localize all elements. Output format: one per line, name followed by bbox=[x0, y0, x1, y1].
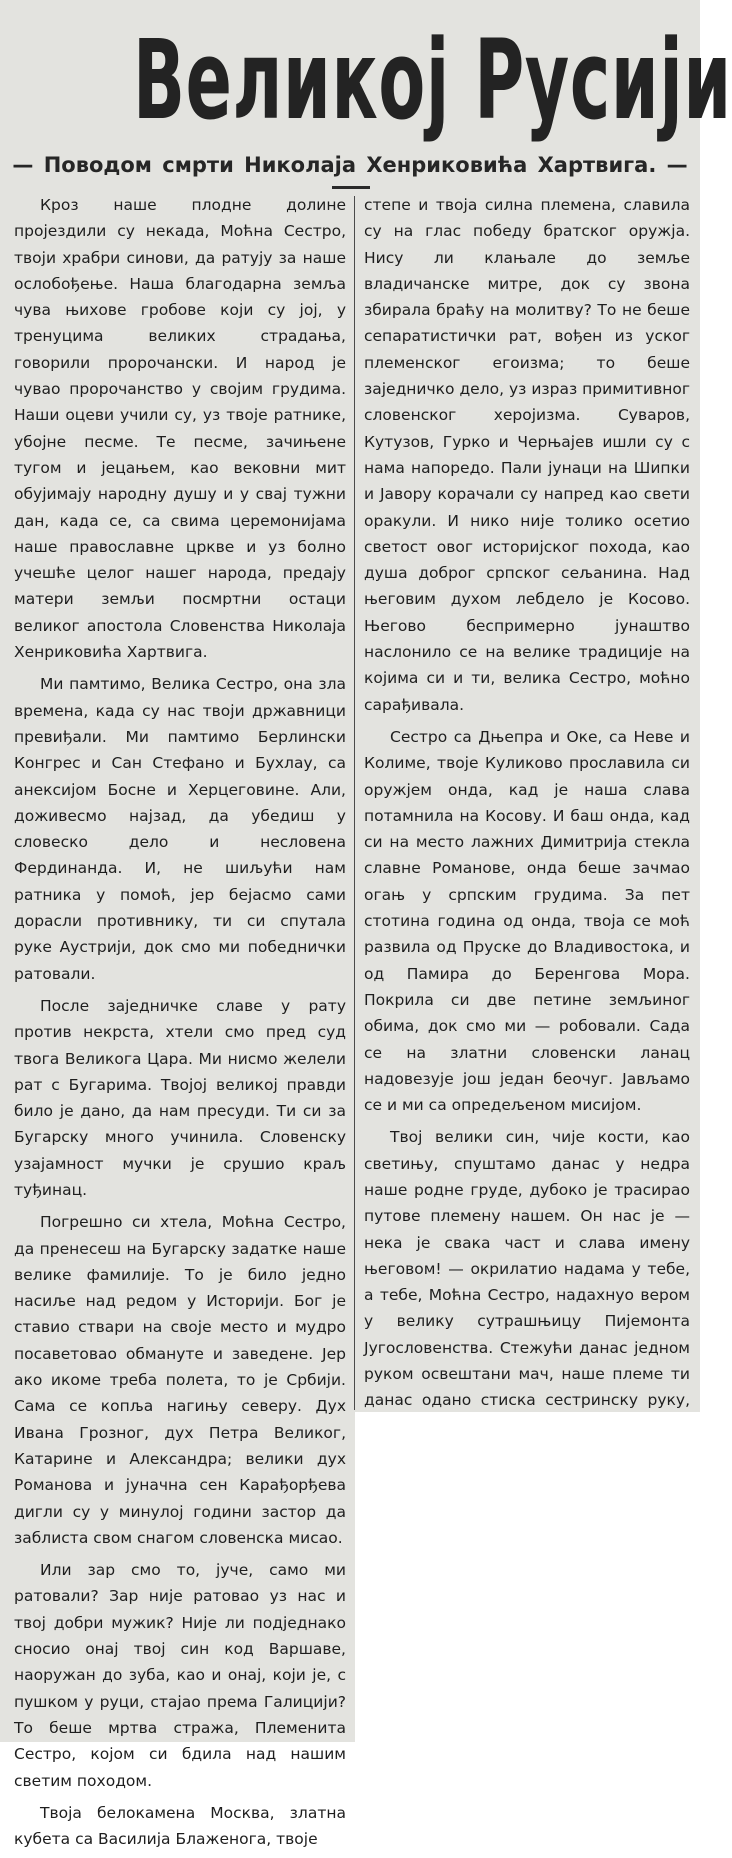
title-rule bbox=[332, 186, 370, 189]
paragraph: Погрешно си хтела, Моћна Сестро, да пренесеш на Бугарску задатке наше велике фамилије. То је било једно насиље над редом у Историји. Бог је ставио ствари на своје место и мудро посаветовао обмануте и заведене. Јер ако икоме треба полета, то је Србији. Сама се копља нагињу северу. Дух Ивана Грозног, дух Петра Великог, Катарине и Александра; велики дух Романова и јуначна сен Карађорђева дигли су у минулој години застор да заблиста свом снагом словенска мисао. bbox=[14, 1213, 346, 1547]
paragraph: Твој велики син, чије кости, као светињу, спуштамо данас у недра наше родне груде, дубоко је трасирао путове племену нашем. Он нас је — нека је свака част и слава имену његовом! — окрилатио надама у тебе, а тебе, Моћна Сестро, надахнуо вером у велику сутрашњицу Пијемонта Југословенства. Стежући данас једном руком освештани мач, наше племе ти данас одано стиска сестринску руку, bbox=[364, 1128, 690, 1410]
column-divider bbox=[354, 196, 355, 1410]
right-column bbox=[364, 192, 690, 1472]
paragraph: Ми памтимо, Велика Сестро, она зла времена, када су нас твоји државници превиђали. Ми памтимо Берлински Конгрес и Сан Стефано и Бухлау, са анексијом Босне и Херцеговине. Али, доживесмо најзад, да убедиш у словеско дело и несловена Фердинанда. И, не шиљући нам ратника у помоћ, јер бејасмо сами дорасли противнику, ти си спутала руке Аустрији, док смо ми победнички ратовали. bbox=[14, 675, 346, 983]
paragraph: После заједничке славе у рату против некрста, хтели смо пред суд твога Великога Цара. Ми нисмо желели рат с Бугарима. Твојој великој правди било је дано, да нам пресуди. Ти си за Бугарску много учинила. Словенску узајамност мучки је срушио краљ туђинац. bbox=[14, 996, 346, 1199]
subheadline: — Поводом смрти Николаја Хенриковића Хартвига. — bbox=[12, 153, 688, 177]
left-column bbox=[14, 192, 346, 1858]
paragraph: Кроз наше плодне долине пројездили су некада, Моћна Сестро, твоји храбри синови, да ратују за наше ослобођење. Наша благодарна земља чува њихове гробове који су јој, у тренуцима великих страдања, говорили пророчански. И народ је чувао пророчанство у својим грудима. Наши оцеви учили су, уз твоје ратнике, убојне песме. Те песме, зачињене тугом и јецањем, као вековни мит обујимају народну душу и у свај тужни дан, када се, са свима церемонијама наше православне цркве и уз болно учешће целог нашег народа, предају матери земљи посмртни остаци великог апостола Словенства Николаја Хенриковића Хартвига. bbox=[14, 196, 346, 662]
paragraph: Сестро са Дњепра и Оке, са Неве и Колиме, твоје Куликово прославила си оружјем онда, кад је наша слава потамнила на Косову. И баш онда, кад си на место лажних Димитрија стекла славне Романове, онда беше зачмао огањ у српским грудима. За пет стотина година од онда, твоја се моћ развила од Пруске до Владивостока, и од Памира до Беренгова Мора. Покрила си две петине земљиног обима, док смо ми — робовали. Сада се на златни словенски ланац надовезује још један беочуг. Јављамо се и ми са опредељеном мисијом. bbox=[364, 727, 690, 1115]
paragraph: Твоја белокамена Москва, златна кубета са Василија Блаженога, твоје bbox=[14, 1803, 346, 1849]
paragraph: Или зар смо то, јуче, само ми ратовали? Зар није ратовао уз нас и твој добри мужик? Није ли подједнако сносио онај твој син код Варшаве, наоружан до зуба, као и онај, који је, с пушком у руци, стајао према Галицији? То беше мртва стража, Племенита Сестро, којом си бдила над нашим светим походом. bbox=[14, 1561, 346, 1790]
blank-area bbox=[355, 1412, 700, 1742]
headline: Великој Русији bbox=[133, 16, 732, 144]
paragraph: степе и твоја силна племена, славила су на глас победу братског оружја. Нису ли клањале до земље владичанске митре, док су звона збирала браћу на молитву? То не беше сепаратистички рат, вођен из уског племенског егоизма; то беше заједничко дело, уз израз примитивног словенског херојизма. Суваров, Кутузов, Гурко и Черњајев ишли су с нама напоредо. Пали јунаци на Шипки и Јавору корачали су напред као свети оракули. И нико није толико осетио светост овог историјског похода, као душа доброг српског сељанина. Над његовим духом лебдело је Косово. Његово беспримерно јунаштво наслонило се на велике традиције на којима си и ти, велика Сестро, моћно сарађивала. bbox=[364, 196, 690, 714]
